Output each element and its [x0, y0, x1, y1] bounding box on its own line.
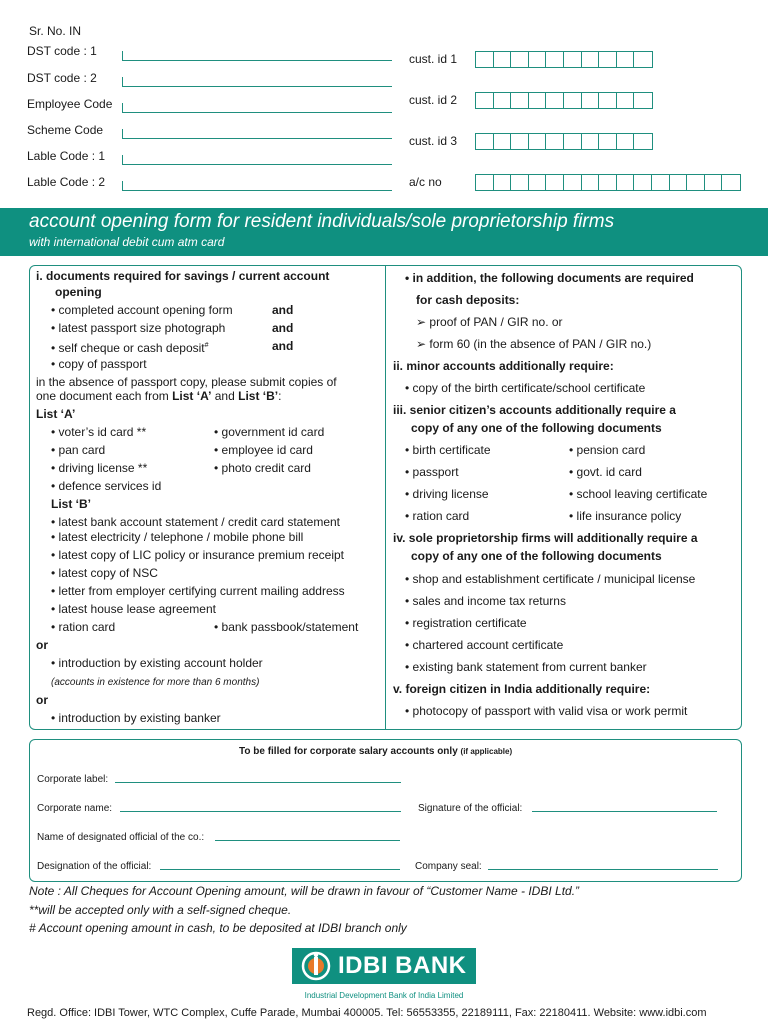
- sole-item: • shop and establishment certificate / municipal license: [405, 572, 696, 586]
- list-a-item: • pan card: [51, 443, 106, 457]
- cust-id-1-label: cust. id 1: [409, 52, 458, 66]
- sole-item: • chartered account certificate: [405, 638, 564, 652]
- senior-item: • school leaving certificate: [569, 487, 708, 501]
- list-b-item: • latest house lease agreement: [51, 602, 216, 616]
- senior-item: • pension card: [569, 443, 646, 457]
- absence-note-cont: one document each from List ‘A’ and List ‘B’:: [36, 389, 282, 403]
- senior-item: • birth certificate: [405, 443, 491, 457]
- or-separator: or: [36, 693, 48, 707]
- sole-title-cont: copy of any one of the following documents: [411, 549, 662, 563]
- sole-item: • sales and income tax returns: [405, 594, 566, 608]
- list-b-item: • letter from employer certifying current mailing address: [51, 584, 345, 598]
- list-b-item: • ration card: [51, 620, 116, 634]
- list-a-item: • driving license **: [51, 461, 148, 475]
- designated-field[interactable]: [215, 840, 400, 841]
- req-item: • latest passport size photograph: [51, 321, 226, 335]
- sole-title: iv. sole proprietorship firms will additionally require a: [393, 531, 698, 545]
- intro-holder-note: (accounts in existence for more than 6 months): [51, 677, 260, 688]
- corporate-label-label: Corporate label:: [37, 774, 109, 785]
- cash-title-cont: for cash deposits:: [416, 293, 520, 307]
- ac-no-boxes[interactable]: [475, 174, 741, 191]
- list-b-item: • latest bank account statement / credit card statement: [51, 515, 341, 529]
- list-b-item: • latest electricity / telephone / mobile phone bill: [51, 530, 304, 544]
- list-b-item: • latest copy of NSC: [51, 566, 158, 580]
- minor-title: ii. minor accounts additionally require:: [393, 359, 614, 373]
- list-a-item: • photo credit card: [214, 461, 311, 475]
- cash-title: • in addition, the following documents are required: [405, 271, 694, 285]
- corporate-label-field[interactable]: [115, 782, 401, 783]
- foreign-item: • photocopy of passport with valid visa or work permit: [405, 704, 688, 718]
- employee-code-label: Employee Code: [27, 97, 113, 111]
- idbi-emblem-icon: [300, 951, 332, 981]
- note-cheques: Note : All Cheques for Account Opening amount, will be drawn in favour of “Customer Name - IDBI Ltd.”: [29, 884, 580, 898]
- idbi-logo: [292, 948, 476, 984]
- designation-field[interactable]: [160, 869, 400, 870]
- senior-item: • govt. id card: [569, 465, 642, 479]
- req-and: and: [272, 339, 294, 353]
- cust-id-1-boxes[interactable]: [475, 51, 653, 68]
- or-separator: or: [36, 638, 48, 652]
- dst-code-2-label: DST code : 2: [27, 71, 97, 85]
- form-subtitle: with international debit cum atm card: [29, 235, 225, 249]
- scheme-code-label: Scheme Code: [27, 123, 104, 137]
- list-b-title: List ‘B’: [51, 497, 92, 511]
- designated-label: Name of designated official of the co.:: [37, 832, 205, 843]
- senior-item: • ration card: [405, 509, 470, 523]
- list-b-item: • latest copy of LIC policy or insurance premium receipt: [51, 548, 344, 562]
- logo-wordmark: IDBI BANK: [338, 952, 467, 979]
- senior-item: • life insurance policy: [569, 509, 682, 523]
- form-title: account opening form for resident individuals/sole proprietorship firms: [29, 211, 615, 232]
- cust-id-3-boxes[interactable]: [475, 133, 653, 150]
- req-and: and: [272, 321, 294, 335]
- cust-id-3-label: cust. id 3: [409, 134, 458, 148]
- list-a-item: • voter’s id card **: [51, 425, 147, 439]
- designation-label: Designation of the official:: [37, 861, 152, 872]
- footer-address: Regd. Office: IDBI Tower, WTC Complex, Cuffe Parade, Mumbai 400005. Tel: 56553355, 22189111, Fax: 22180411. Website: www.idbi.com: [27, 1007, 707, 1019]
- absence-note: in the absence of passport copy, please submit copies of: [36, 375, 337, 389]
- dst-code-1-field[interactable]: [122, 51, 392, 61]
- lable-code-2-field[interactable]: [122, 181, 392, 191]
- senior-title-cont: copy of any one of the following documents: [411, 421, 662, 435]
- lable-code-1-label: Lable Code : 1: [27, 149, 106, 163]
- list-a-title: List ‘A’: [36, 407, 76, 421]
- employee-code-field[interactable]: [122, 103, 392, 113]
- company-seal-label: Company seal:: [415, 861, 482, 872]
- signature-label: Signature of the official:: [418, 803, 523, 814]
- cust-id-2-boxes[interactable]: [475, 92, 653, 109]
- corporate-name-field[interactable]: [120, 811, 401, 812]
- intro-holder: • introduction by existing account holder: [51, 656, 263, 670]
- section-1-title-cont: opening: [55, 285, 102, 299]
- corporate-name-label: Corporate name:: [37, 803, 113, 814]
- cash-item: ➢ form 60 (in the absence of PAN / GIR no.): [416, 337, 652, 351]
- cust-id-2-label: cust. id 2: [409, 93, 458, 107]
- lable-code-2-label: Lable Code : 2: [27, 175, 106, 189]
- minor-item: • copy of the birth certificate/school certificate: [405, 381, 646, 395]
- foreign-title: v. foreign citizen in India additionally require:: [393, 682, 651, 696]
- form-title-banner: [0, 208, 768, 256]
- sole-item: • registration certificate: [405, 616, 527, 630]
- signature-field[interactable]: [532, 811, 717, 812]
- senior-item: • driving license: [405, 487, 489, 501]
- company-seal-field[interactable]: [488, 869, 718, 870]
- req-item: • completed account opening form: [51, 303, 233, 317]
- cash-item: ➢ proof of PAN / GIR no. or: [416, 315, 563, 329]
- list-a-item: • employee id card: [214, 443, 313, 457]
- scheme-code-field[interactable]: [122, 129, 392, 139]
- senior-title: iii. senior citizen’s accounts additionally require a: [393, 403, 676, 417]
- dst-code-2-field[interactable]: [122, 77, 392, 87]
- logo-tagline: Industrial Development Bank of India Limited: [304, 991, 464, 1000]
- column-divider: [385, 265, 386, 730]
- corporate-title: To be filled for corporate salary accounts only (if applicable): [239, 746, 513, 757]
- senior-item: • passport: [405, 465, 459, 479]
- sr-no-label: Sr. No. IN: [29, 24, 82, 38]
- intro-banker: • introduction by existing banker: [51, 711, 221, 725]
- lable-code-1-field[interactable]: [122, 155, 392, 165]
- req-and: and: [272, 303, 294, 317]
- note-self-signed: **will be accepted only with a self-signed cheque.: [29, 903, 292, 917]
- section-1-title: i. documents required for savings / current account: [36, 269, 330, 283]
- list-a-item: • government id card: [214, 425, 325, 439]
- list-a-item: • defence services id: [51, 479, 162, 493]
- req-item: • copy of passport: [51, 357, 147, 371]
- ac-no-label: a/c no: [409, 175, 442, 189]
- sole-item: • existing bank statement from current banker: [405, 660, 647, 674]
- list-b-item: • bank passbook/statement: [214, 620, 359, 634]
- note-cash: # Account opening amount in cash, to be deposited at IDBI branch only: [29, 921, 407, 935]
- dst-code-1-label: DST code : 1: [27, 44, 97, 58]
- req-item: • self cheque or cash deposit#: [51, 341, 209, 355]
